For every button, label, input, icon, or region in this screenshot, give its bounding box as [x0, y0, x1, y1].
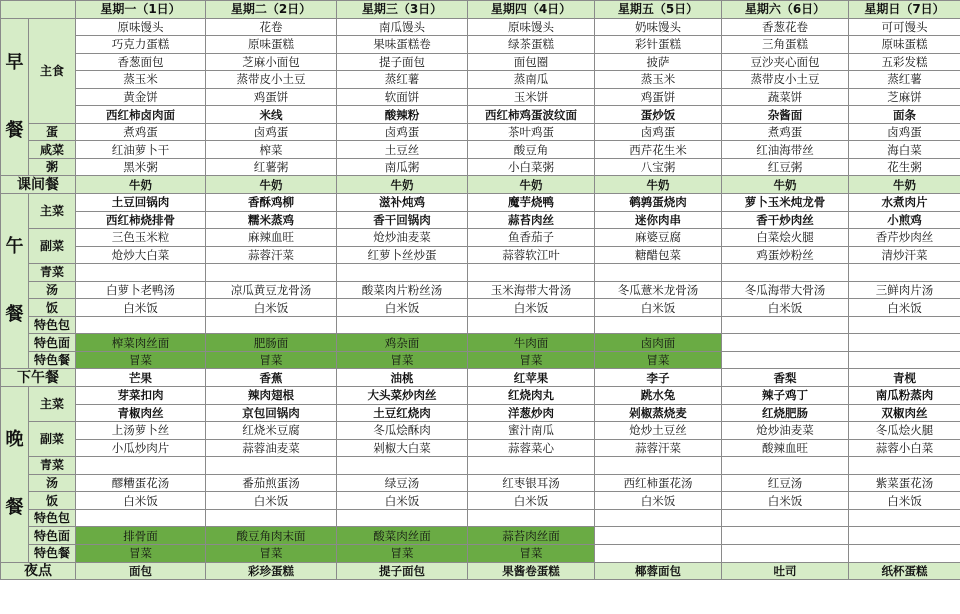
menu-cell: 冒菜: [468, 351, 595, 369]
menu-cell: 红烧肉丸: [468, 387, 595, 405]
menu-cell: [595, 316, 722, 334]
menu-cell: [76, 264, 206, 282]
night-snack-cell: 纸杯蛋糕: [849, 562, 960, 580]
menu-cell: 白菜烩火腿: [722, 229, 849, 247]
menu-cell: [849, 316, 960, 334]
menu-cell: 剁椒蒸烧麦: [595, 404, 722, 422]
menu-cell: 麻婆豆腐: [595, 229, 722, 247]
fruit-cell: 香梨: [722, 369, 849, 387]
menu-cell: 炝炒土豆丝: [595, 422, 722, 440]
menu-cell: 卤鸡蛋: [849, 123, 960, 141]
menu-cell: 香芹炒肉丝: [849, 229, 960, 247]
sub-label-spec_bun: 特色包: [29, 509, 76, 527]
menu-cell: 红薯粥: [206, 158, 337, 176]
menu-cell: 洋葱炒肉: [468, 404, 595, 422]
day-header: 星期六（6日）: [722, 1, 849, 19]
night-snack-cell: 吐司: [722, 562, 849, 580]
menu-cell: 魔芋烧鸭: [468, 194, 595, 212]
menu-cell: [722, 351, 849, 369]
fruit-cell: 油桃: [337, 369, 468, 387]
menu-cell: 鸡蛋饼: [206, 88, 337, 106]
menu-cell: [206, 264, 337, 282]
menu-cell: 茶叶鸡蛋: [468, 123, 595, 141]
table-row: [1, 562, 960, 580]
menu-cell: 蒜蓉小白菜: [849, 439, 960, 457]
menu-cell: [595, 544, 722, 562]
sub-label-staple: 主食: [29, 18, 76, 123]
menu-cell: [76, 509, 206, 527]
snack-cell: 牛奶: [76, 176, 206, 194]
menu-cell: 跳水兔: [595, 387, 722, 405]
menu-cell: 香干炒肉丝: [722, 211, 849, 229]
menu-cell: 玉米饼: [468, 88, 595, 106]
menu-cell: 卤鸡蛋: [337, 123, 468, 141]
menu-cell: 冒菜: [206, 351, 337, 369]
sub-label-side: 副菜: [29, 229, 76, 264]
snack-cell: 牛奶: [468, 176, 595, 194]
menu-cell: 冬瓜薏米龙骨汤: [595, 281, 722, 299]
menu-cell: 白米饭: [468, 299, 595, 317]
menu-cell: 清炒汗菜: [849, 246, 960, 264]
hot-dish-cell: 西红柿鸡蛋波纹面: [468, 106, 595, 124]
menu-cell: 榨菜肉丝面: [76, 334, 206, 352]
menu-cell: 蒸玉米: [595, 71, 722, 89]
table-row: [1, 246, 960, 264]
menu-cell: 白萝卜老鸭汤: [76, 281, 206, 299]
table-row: [1, 492, 960, 510]
menu-cell: [595, 264, 722, 282]
menu-cell: 牛肉面: [468, 334, 595, 352]
menu-cell: [206, 509, 337, 527]
sub-label-greens: 青菜: [29, 457, 76, 475]
night-snack-cell: 椰蓉面包: [595, 562, 722, 580]
table-row: [1, 474, 960, 492]
menu-cell: 南瓜馒头: [337, 18, 468, 36]
menu-cell: 萝卜玉米炖龙骨: [722, 194, 849, 212]
menu-cell: 剁椒大白菜: [337, 439, 468, 457]
menu-cell: 白米饭: [206, 299, 337, 317]
menu-cell: 披萨: [595, 53, 722, 71]
menu-cell: 蒜蓉油麦菜: [206, 439, 337, 457]
menu-cell: 鹌鹑蛋烧肉: [595, 194, 722, 212]
sub-label-spec_meal: 特色餐: [29, 351, 76, 369]
menu-cell: [337, 316, 468, 334]
meal-label-dinner: 晚 餐: [1, 387, 29, 562]
menu-cell: 迷你肉串: [595, 211, 722, 229]
menu-cell: 紫菜蛋花汤: [849, 474, 960, 492]
day-header: 星期日（7日）: [849, 1, 960, 19]
menu-cell: 蒜蓉菜心: [468, 439, 595, 457]
menu-cell: 冒菜: [337, 544, 468, 562]
hot-dish-cell: 西红柿卤肉面: [76, 106, 206, 124]
menu-cell: 南瓜粉蒸肉: [849, 387, 960, 405]
menu-cell: 八宝粥: [595, 158, 722, 176]
table-row: [1, 141, 960, 159]
menu-cell: 蒸带皮小土豆: [722, 71, 849, 89]
menu-cell: 卤鸡蛋: [206, 123, 337, 141]
menu-cell: 蒜蓉软江叶: [468, 246, 595, 264]
menu-cell: [76, 316, 206, 334]
menu-cell: [468, 316, 595, 334]
corner-cell: [1, 1, 76, 19]
day-header: 星期三（3日）: [337, 1, 468, 19]
sub-label-soup: 汤: [29, 281, 76, 299]
menu-cell: 蒜苔肉丝面: [468, 527, 595, 545]
day-header: 星期一（1日）: [76, 1, 206, 19]
menu-cell: [595, 527, 722, 545]
menu-cell: [722, 264, 849, 282]
menu-cell: 炝炒油麦菜: [337, 229, 468, 247]
menu-cell: 原味蛋糕: [849, 36, 960, 54]
menu-cell: 红烧米豆腐: [206, 422, 337, 440]
hot-dish-cell: 酸辣粉: [337, 106, 468, 124]
table-row: [1, 36, 960, 54]
menu-cell: 海白菜: [849, 141, 960, 159]
menu-cell: [337, 264, 468, 282]
table-row: [1, 281, 960, 299]
menu-cell: 辣子鸡丁: [722, 387, 849, 405]
menu-cell: [722, 334, 849, 352]
menu-cell: 糯米蒸鸡: [206, 211, 337, 229]
menu-cell: 青椒肉丝: [76, 404, 206, 422]
table-row: [1, 211, 960, 229]
sub-label-rice: 饭: [29, 299, 76, 317]
menu-cell: 蒸红薯: [337, 71, 468, 89]
hot-dish-cell: 面条: [849, 106, 960, 124]
menu-cell: 红油海带丝: [722, 141, 849, 159]
menu-cell: 蒜蓉汗菜: [595, 439, 722, 457]
day-header: 星期五（5日）: [595, 1, 722, 19]
table-row: [1, 71, 960, 89]
menu-cell: 酸豆角: [468, 141, 595, 159]
menu-cell: 奶味馒头: [595, 18, 722, 36]
menu-cell: 土豆回锅肉: [76, 194, 206, 212]
sub-label-main: 主菜: [29, 194, 76, 229]
table-row: [1, 316, 960, 334]
table-row: [1, 299, 960, 317]
menu-cell: 西红柿烧排骨: [76, 211, 206, 229]
table-row: [1, 334, 960, 352]
menu-cell: [722, 316, 849, 334]
menu-cell: [468, 457, 595, 475]
menu-cell: 煮鸡蛋: [76, 123, 206, 141]
menu-cell: 榨菜: [206, 141, 337, 159]
menu-cell: 滋补炖鸡: [337, 194, 468, 212]
menu-cell: 土豆红烧肉: [337, 404, 468, 422]
snack-cell: 牛奶: [206, 176, 337, 194]
menu-cell: 煮鸡蛋: [722, 123, 849, 141]
menu-cell: 酸菜肉丝面: [337, 527, 468, 545]
sub-label-pickle: 咸菜: [29, 141, 76, 159]
table-row: [1, 18, 960, 36]
menu-cell: [468, 509, 595, 527]
snack-cell: 牛奶: [337, 176, 468, 194]
menu-cell: 蒸南瓜: [468, 71, 595, 89]
menu-cell: 可可馒头: [849, 18, 960, 36]
hot-dish-cell: 米线: [206, 106, 337, 124]
menu-cell: 五彩发糕: [849, 53, 960, 71]
menu-cell: 鱼香茄子: [468, 229, 595, 247]
sub-label-porridge: 粥: [29, 158, 76, 176]
menu-cell: 冒菜: [76, 351, 206, 369]
menu-cell: 白米饭: [337, 299, 468, 317]
menu-cell: 白米饭: [468, 492, 595, 510]
table-row: [1, 509, 960, 527]
menu-cell: [849, 334, 960, 352]
table-row: [1, 404, 960, 422]
table-row: [1, 544, 960, 562]
sub-label-main: 主菜: [29, 387, 76, 422]
menu-cell: 排骨面: [76, 527, 206, 545]
sub-label-rice: 饭: [29, 492, 76, 510]
menu-cell: 香酥鸡柳: [206, 194, 337, 212]
menu-cell: 黑米粥: [76, 158, 206, 176]
menu-cell: 西红柿蛋花汤: [595, 474, 722, 492]
menu-cell: 冒菜: [206, 544, 337, 562]
menu-cell: [468, 264, 595, 282]
menu-cell: [849, 351, 960, 369]
table-row: [1, 422, 960, 440]
menu-cell: 原味馒头: [468, 18, 595, 36]
menu-cell: 酸豆角肉末面: [206, 527, 337, 545]
menu-cell: 红油萝卜干: [76, 141, 206, 159]
menu-cell: [849, 264, 960, 282]
menu-cell: [849, 457, 960, 475]
menu-cell: 冒菜: [468, 544, 595, 562]
menu-cell: 双椒肉丝: [849, 404, 960, 422]
menu-cell: 蒜苔肉丝: [468, 211, 595, 229]
menu-cell: [337, 457, 468, 475]
menu-cell: 酸菜肉片粉丝汤: [337, 281, 468, 299]
table-row: [1, 527, 960, 545]
sub-label-soup: 汤: [29, 474, 76, 492]
table-row: [1, 369, 960, 387]
menu-cell: 原味馒头: [76, 18, 206, 36]
table-row: [1, 53, 960, 71]
menu-cell: 花生粥: [849, 158, 960, 176]
meal-label-lunch: 午 餐: [1, 194, 29, 369]
menu-cell: 番茄煎蛋汤: [206, 474, 337, 492]
menu-cell: 辣肉翅根: [206, 387, 337, 405]
fruit-cell: 香蕉: [206, 369, 337, 387]
night-snack-cell: 彩珍蛋糕: [206, 562, 337, 580]
table-row: [1, 194, 960, 212]
sub-label-egg: 蛋: [29, 123, 76, 141]
menu-cell: 炝炒油麦菜: [722, 422, 849, 440]
menu-cell: 红萝卜丝炒蛋: [337, 246, 468, 264]
menu-cell: 香葱面包: [76, 53, 206, 71]
menu-cell: 冒菜: [595, 351, 722, 369]
menu-cell: 冒菜: [337, 351, 468, 369]
table-row: [1, 1, 960, 19]
menu-cell: 土豆丝: [337, 141, 468, 159]
menu-cell: 蔬菜饼: [722, 88, 849, 106]
hot-dish-cell: 蛋炒饭: [595, 106, 722, 124]
menu-cell: 香葱花卷: [722, 18, 849, 36]
menu-cell: 冬瓜烩火腿: [849, 422, 960, 440]
menu-cell: 小白菜粥: [468, 158, 595, 176]
menu-cell: [722, 457, 849, 475]
menu-cell: 蒜蓉汗菜: [206, 246, 337, 264]
menu-cell: 红豆汤: [722, 474, 849, 492]
menu-cell: 白米饭: [849, 492, 960, 510]
menu-cell: 三色玉米粒: [76, 229, 206, 247]
sub-label-spec_meal: 特色餐: [29, 544, 76, 562]
night-snack-cell: 提子面包: [337, 562, 468, 580]
menu-cell: 提子面包: [337, 53, 468, 71]
menu-cell: [849, 509, 960, 527]
menu-cell: 花卷: [206, 18, 337, 36]
meal-label-night: 夜点: [1, 562, 76, 580]
snack-cell: 牛奶: [595, 176, 722, 194]
menu-cell: 糖醋包菜: [595, 246, 722, 264]
fruit-cell: 芒果: [76, 369, 206, 387]
table-row: [1, 439, 960, 457]
menu-cell: [206, 457, 337, 475]
menu-cell: 白米饭: [722, 492, 849, 510]
table-row: [1, 387, 960, 405]
menu-cell: 绿豆汤: [337, 474, 468, 492]
menu-cell: 冬瓜烩酥肉: [337, 422, 468, 440]
menu-cell: 软面饼: [337, 88, 468, 106]
menu-cell: [206, 316, 337, 334]
table-row: [1, 176, 960, 194]
table-row: [1, 264, 960, 282]
menu-cell: 三鲜肉片汤: [849, 281, 960, 299]
menu-cell: 蒸带皮小土豆: [206, 71, 337, 89]
menu-cell: 蒸红薯: [849, 71, 960, 89]
sub-label-side: 副菜: [29, 422, 76, 457]
menu-cell: 白米饭: [76, 299, 206, 317]
menu-cell: 巧克力蛋糕: [76, 36, 206, 54]
menu-cell: 上汤萝卜丝: [76, 422, 206, 440]
menu-cell: 芽菜扣肉: [76, 387, 206, 405]
menu-cell: [849, 544, 960, 562]
menu-cell: 炝炒大白菜: [76, 246, 206, 264]
day-header: 星期四（4日）: [468, 1, 595, 19]
fruit-cell: 李子: [595, 369, 722, 387]
menu-cell: 酸辣血旺: [722, 439, 849, 457]
menu-cell: [722, 509, 849, 527]
menu-cell: 蒸玉米: [76, 71, 206, 89]
menu-cell: 蜜汁南瓜: [468, 422, 595, 440]
menu-cell: 南瓜粥: [337, 158, 468, 176]
menu-cell: 彩针蛋糕: [595, 36, 722, 54]
menu-cell: [337, 509, 468, 527]
table-row: [1, 457, 960, 475]
table-row: [1, 158, 960, 176]
menu-cell: [722, 527, 849, 545]
table-row: [1, 88, 960, 106]
menu-cell: 芝麻小面包: [206, 53, 337, 71]
meal-label-afternoon: 下午餐: [1, 369, 76, 387]
menu-cell: 水煮肉片: [849, 194, 960, 212]
menu-cell: 芝麻饼: [849, 88, 960, 106]
menu-cell: 白米饭: [76, 492, 206, 510]
menu-cell: 京包回锅肉: [206, 404, 337, 422]
day-header: 星期二（2日）: [206, 1, 337, 19]
menu-cell: 白米饭: [722, 299, 849, 317]
menu-cell: 白米饭: [206, 492, 337, 510]
table-row: [1, 351, 960, 369]
menu-cell: 西芹花生米: [595, 141, 722, 159]
table-row: [1, 229, 960, 247]
table-row: [1, 106, 960, 124]
meal-label-breakfast: 早 餐: [1, 18, 29, 176]
menu-cell: 鸡蛋饼: [595, 88, 722, 106]
menu-cell: 鸡蛋炒粉丝: [722, 246, 849, 264]
menu-cell: 香干回锅肉: [337, 211, 468, 229]
menu-cell: [595, 457, 722, 475]
menu-cell: 三角蛋糕: [722, 36, 849, 54]
menu-cell: 醪糟蛋花汤: [76, 474, 206, 492]
menu-cell: 小瓜炒肉片: [76, 439, 206, 457]
menu-cell: 面包圈: [468, 53, 595, 71]
menu-cell: 果味蛋糕卷: [337, 36, 468, 54]
menu-cell: 白米饭: [595, 492, 722, 510]
menu-cell: 肥肠面: [206, 334, 337, 352]
menu-cell: 冬瓜海带大骨汤: [722, 281, 849, 299]
menu-cell: 白米饭: [595, 299, 722, 317]
menu-cell: [76, 457, 206, 475]
menu-cell: [849, 527, 960, 545]
sub-label-spec_noodle: 特色面: [29, 334, 76, 352]
night-snack-cell: 果酱卷蛋糕: [468, 562, 595, 580]
menu-cell: 原味蛋糕: [206, 36, 337, 54]
menu-cell: 绿茶蛋糕: [468, 36, 595, 54]
snack-cell: 牛奶: [849, 176, 960, 194]
menu-cell: 大头菜炒肉丝: [337, 387, 468, 405]
menu-cell: 冒菜: [76, 544, 206, 562]
menu-cell: 卤鸡蛋: [595, 123, 722, 141]
night-snack-cell: 面包: [76, 562, 206, 580]
menu-cell: 凉瓜黄豆龙骨汤: [206, 281, 337, 299]
menu-cell: 红豆粥: [722, 158, 849, 176]
menu-cell: 玉米海带大骨汤: [468, 281, 595, 299]
menu-cell: [595, 509, 722, 527]
menu-cell: 黄金饼: [76, 88, 206, 106]
menu-cell: 小煎鸡: [849, 211, 960, 229]
sub-label-spec_noodle: 特色面: [29, 527, 76, 545]
table-row: [1, 123, 960, 141]
menu-cell: 麻辣血旺: [206, 229, 337, 247]
fruit-cell: 青枧: [849, 369, 960, 387]
fruit-cell: 红苹果: [468, 369, 595, 387]
sub-label-greens: 青菜: [29, 264, 76, 282]
sub-label-spec_bun: 特色包: [29, 316, 76, 334]
menu-cell: 卤肉面: [595, 334, 722, 352]
meal-label-break-snack: 课间餐: [1, 176, 76, 194]
menu-cell: 鸡杂面: [337, 334, 468, 352]
menu-cell: [722, 544, 849, 562]
hot-dish-cell: 杂酱面: [722, 106, 849, 124]
menu-cell: 豆沙夹心面包: [722, 53, 849, 71]
menu-cell: 红烧肥肠: [722, 404, 849, 422]
snack-cell: 牛奶: [722, 176, 849, 194]
menu-cell: 白米饭: [849, 299, 960, 317]
menu-cell: 红枣银耳汤: [468, 474, 595, 492]
menu-cell: 白米饭: [337, 492, 468, 510]
